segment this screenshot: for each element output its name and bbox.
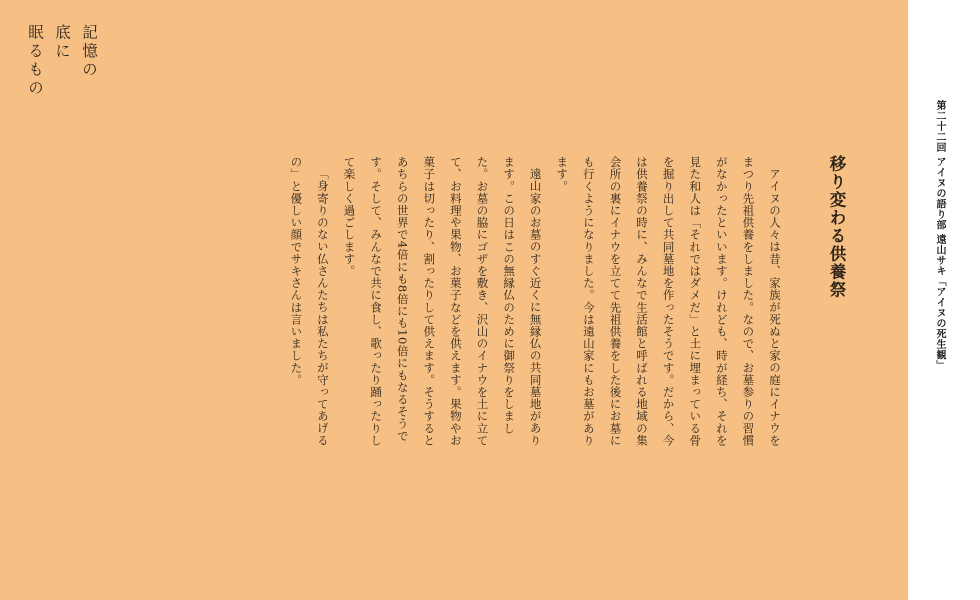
body-paragraph: アイヌの人々は昔、家族が死ぬと家の庭にイナウをまつり先祖供養をしました。なので、お墓参りの習慣がなかったといいます。けれども、時が経ち、それを見た和人は「それではダメだ」と土に埋まっている骨を掘り出して共同墓地を作ったそうです。だから、今は供養祭の時に、みんなで生活館と呼ばれる地域の集会所の裏にイナウを立てて先祖供養をした後にお墓にも行くようになりました。今は遠山家にもお墓があります。: [555, 156, 782, 447]
body-paragraph: 「身寄りのない仏さんたちは私たちが守ってあげるの」と優しい顔でサキさんは言いました。: [289, 156, 330, 446]
series-title: 記憶の 底に 眠るもの: [26, 24, 98, 98]
running-head: 第二十二回 アイヌの語り部 遠山サキ「アイヌの死生観」: [934, 100, 945, 371]
article-title: 移り変わる供養祭: [827, 155, 846, 299]
body-paragraph: 遠山家のお墓のすぐ近くに無縁仏の共同墓地があります。この日はこの無縁仏のために御祭りをしました。お墓の脇にゴザを敷き、沢山のイナウを土に立てて、お料理や果物、お菓子などを供えます。果物やお菓子は切ったり、割ったりして供えます。そうするとあちらの世界で4倍にも8倍にも10倍にもなるそうです。そして、みんなで共に食し、歌ったり踊ったりして楽しく過ごします。: [342, 156, 543, 447]
article-body: [283, 156, 788, 456]
